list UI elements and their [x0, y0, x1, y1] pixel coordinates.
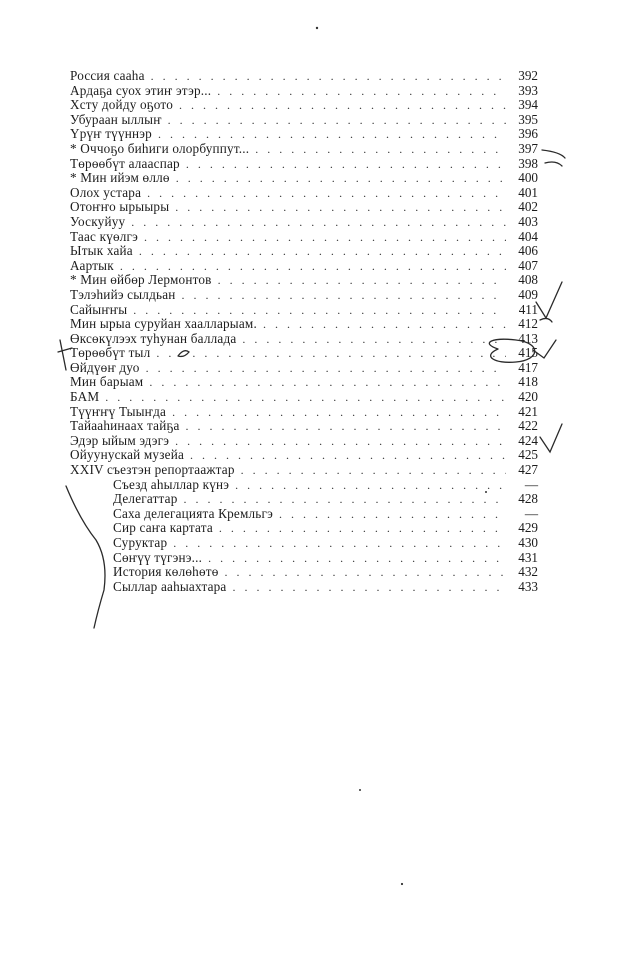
toc-page-number: 398 [518, 155, 538, 171]
toc-entry-title: Сир саҥа картата [113, 520, 213, 536]
pencil-check-mark [540, 318, 552, 322]
toc-page-number: 411 [518, 301, 538, 317]
toc-entry-title: Хсту дойду оҕото [70, 97, 174, 113]
toc-page-number: 417 [518, 359, 538, 375]
dot-leader [217, 84, 506, 99]
dot-leader [208, 551, 506, 566]
toc-entry-title: Аартык [70, 257, 114, 273]
dot-leader [133, 303, 506, 318]
speck-mark [316, 27, 318, 29]
toc-page-number: 429 [518, 520, 538, 536]
toc-entry-title: XXIV съезтэн репортаажтар [70, 462, 235, 478]
dot-leader [149, 375, 506, 390]
toc-page-number: 394 [518, 97, 538, 113]
toc-subentry [70, 565, 538, 580]
dot-leader [168, 113, 506, 128]
toc-page-number: 409 [518, 286, 538, 302]
dot-leader [173, 536, 506, 551]
toc-entry [70, 332, 538, 347]
toc-entry-title: Тэлэһийэ сылдьан [70, 286, 176, 302]
table-of-contents [70, 69, 538, 594]
toc-entry [70, 434, 538, 449]
toc-entry-title: Олох устара [70, 184, 142, 200]
toc-entry [70, 84, 538, 99]
toc-entry [70, 419, 538, 434]
toc-entry-title: Делегаттар [113, 491, 178, 507]
toc-page-number: 393 [518, 82, 538, 98]
dot-leader [235, 478, 506, 493]
dot-leader [190, 448, 506, 463]
toc-entry [70, 244, 538, 259]
dot-leader [147, 186, 506, 201]
dot-leader [176, 171, 506, 186]
dot-leader [146, 361, 506, 376]
dot-leader [156, 346, 506, 361]
toc-entry [70, 361, 538, 376]
toc-page-number: 421 [518, 403, 538, 419]
toc-page-number: 415 [518, 345, 538, 361]
toc-page-number: 424 [518, 432, 538, 448]
toc-subentry [70, 507, 538, 522]
toc-subentry [70, 521, 538, 536]
dot-leader [139, 244, 506, 259]
toc-entry [70, 288, 538, 303]
toc-entry-title: Мин барыам [70, 374, 144, 390]
toc-entry [70, 375, 538, 390]
toc-page-number: 420 [518, 389, 538, 405]
toc-entry [70, 157, 538, 172]
toc-entry [70, 303, 538, 318]
toc-entry [70, 273, 538, 288]
toc-entry [70, 405, 538, 420]
toc-page-number: 400 [518, 170, 538, 186]
toc-entry-title: Отоҥҥо ырыыры [70, 199, 170, 215]
toc-subentry [70, 580, 538, 595]
toc-entry [70, 230, 538, 245]
toc-entry-title: История көлөһөтө [113, 564, 219, 580]
toc-page-number: 428 [518, 491, 538, 507]
toc-page-number: 430 [518, 535, 538, 550]
toc-entry-title: Сайыҥҥы [70, 301, 128, 317]
toc-page-number: 395 [518, 111, 538, 127]
toc-page-number: 407 [518, 257, 538, 273]
toc-entry-title: Убураан ыллыҥ [70, 111, 162, 127]
toc-page-number: 401 [518, 184, 538, 200]
dot-leader [184, 492, 507, 507]
pencil-bracket-mark [542, 150, 565, 166]
toc-page-number: 402 [518, 199, 538, 215]
dot-leader [172, 405, 506, 420]
dot-leader [186, 157, 506, 172]
toc-subentry [70, 492, 538, 507]
toc-page-number: 412 [518, 316, 538, 332]
toc-entry [70, 448, 538, 463]
toc-entry-title: Эдэр ыйым эдэгэ [70, 432, 170, 448]
toc-page-number: 431 [518, 549, 538, 565]
toc-entry-title: Ытык хайа [70, 243, 133, 259]
toc-entry-title: Суруктар [113, 535, 168, 550]
toc-entry-title: Уоскуйуу [70, 213, 126, 229]
toc-subentry [70, 536, 538, 551]
dot-leader [182, 288, 506, 303]
dot-leader [175, 434, 506, 449]
toc-entry-title: Мин ырыа суруйан хаалларыам. [70, 316, 257, 332]
toc-page-number: 427 [518, 462, 538, 478]
toc-entry [70, 346, 538, 361]
toc-entry-title: Төрөөбүт алааспар [70, 155, 180, 171]
toc-entry [70, 186, 538, 201]
dot-leader [263, 317, 506, 332]
toc-page-number: 425 [518, 447, 538, 463]
dot-leader [144, 230, 506, 245]
toc-page-number: 403 [518, 213, 538, 229]
toc-page-number: — [524, 505, 538, 521]
toc-page-number: 396 [518, 126, 538, 142]
toc-entry-title: * Мин өйбөр Лермонтов [70, 272, 212, 288]
toc-entry-title: Ардаҕа суох этиҥ этэр... [70, 82, 212, 98]
toc-entry-title: Сөҥүү түгэнэ... [113, 549, 203, 565]
toc-entry-title: Төрөөбүт тыл [70, 345, 151, 361]
toc-entry-title: * Мин ийэм өллө [70, 170, 170, 186]
toc-page-number: 413 [518, 330, 538, 346]
speck-mark [359, 789, 361, 791]
toc-entry [70, 463, 538, 478]
dot-leader [255, 142, 506, 157]
toc-page-number: 397 [518, 140, 538, 156]
toc-entry [70, 98, 538, 113]
toc-entry [70, 390, 538, 405]
toc-entry-title: Таас күөлгэ [70, 228, 139, 244]
toc-entry [70, 113, 538, 128]
toc-entry-title: * Оччоҕо биһиги олорбуппут... [70, 140, 250, 156]
dot-leader [105, 390, 506, 405]
toc-entry-title: Саха делегацията Кремльгэ [113, 505, 273, 521]
dot-leader [158, 127, 506, 142]
toc-entry [70, 127, 538, 142]
dot-leader [218, 273, 506, 288]
toc-page-number: 418 [518, 374, 538, 390]
toc-entry [70, 259, 538, 274]
pencil-check-mark [536, 282, 562, 318]
toc-entry [70, 171, 538, 186]
toc-entry-title: Үрүҥ түүннэр [70, 126, 152, 142]
toc-entry [70, 69, 538, 84]
dot-leader [225, 565, 507, 580]
dot-leader [151, 69, 506, 84]
toc-entry-title: Өксөкүлээх туһунан баллада [70, 330, 237, 346]
dot-leader [219, 521, 506, 536]
toc-entry-title: Түүҥҥү Тыыҥда [70, 403, 167, 419]
toc-page-number: 404 [518, 228, 538, 244]
dot-leader [186, 419, 506, 434]
toc-entry-title: Съезд аһыллар күнэ [113, 476, 230, 492]
toc-entry [70, 215, 538, 230]
speck-mark [401, 883, 403, 885]
toc-entry-title: Өйдүөҥ дуо [70, 359, 140, 375]
toc-entry-title: Россия сааһа [70, 68, 145, 83]
toc-page-number: 392 [518, 68, 538, 83]
toc-page-number: 432 [518, 564, 538, 580]
toc-page-number: 422 [518, 418, 538, 434]
dot-leader [179, 98, 506, 113]
toc-entry-title: БАМ [70, 389, 100, 405]
toc-entry-title: Ойуунускай музейа [70, 447, 184, 463]
toc-entry-title: Сыллар ааһыахтара [113, 578, 227, 594]
toc-entry-title: Тайааһинаах тайҕа [70, 418, 180, 434]
dot-leader [120, 259, 506, 274]
toc-subentry [70, 551, 538, 566]
pencil-check-mark [540, 424, 562, 452]
toc-page-number: 433 [518, 578, 538, 594]
dot-leader [242, 332, 506, 347]
toc-page-number: 406 [518, 243, 538, 259]
dot-leader [279, 507, 506, 522]
toc-page-number: — [524, 476, 538, 492]
dot-leader [232, 580, 506, 595]
toc-page-number: 408 [518, 272, 538, 288]
dot-leader [175, 200, 506, 215]
toc-entry [70, 142, 538, 157]
dot-leader [241, 463, 506, 478]
toc-entry [70, 200, 538, 215]
dot-leader [131, 215, 506, 230]
toc-subentry [70, 478, 538, 493]
toc-entry [70, 317, 538, 332]
